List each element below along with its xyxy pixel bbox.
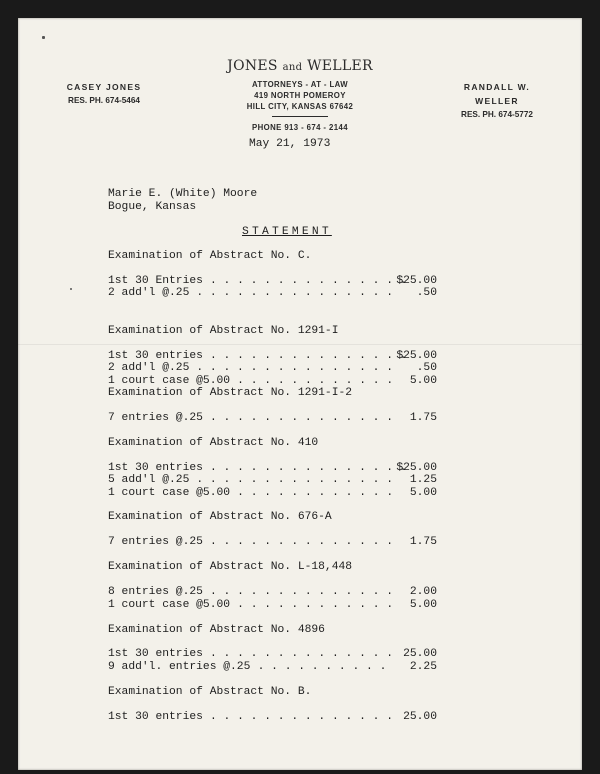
line-item-description: 1 court case @5.00 bbox=[108, 374, 231, 387]
leader-dots: . . . . . . . . . . . . . . . bbox=[203, 349, 407, 362]
abstract-heading: Examination of Abstract No. 4896 bbox=[108, 623, 325, 636]
letterhead-left bbox=[54, 80, 154, 108]
document-page bbox=[18, 18, 582, 770]
leader-dots: . . . . . . . . . . . . bbox=[230, 598, 394, 611]
line-item-amount: $25.00 bbox=[396, 274, 437, 287]
line-item-description: 1 court case @5.00 bbox=[108, 486, 231, 499]
right-attorney-phone: RES. PH. 674-5772 bbox=[461, 110, 533, 119]
line-item-description: 7 entries @.25 bbox=[108, 536, 203, 549]
line-item-description: 1st 30 entries bbox=[108, 461, 203, 474]
firm-line-3: HILL CITY, KANSAS 67642 bbox=[246, 102, 354, 111]
leader-dots: . . . . . . . . . . . . . . bbox=[203, 648, 394, 661]
line-item-amount: 5.00 bbox=[409, 374, 437, 387]
firm-name-part: WELLER bbox=[307, 58, 373, 74]
leader-dots: . . . . . . . . . . bbox=[250, 660, 387, 673]
abstract-heading: Examination of Abstract No. B. bbox=[108, 685, 312, 698]
firm-line-2: 419 NORTH POMEROY bbox=[254, 91, 346, 100]
leader-dots: . . . . . . . . . . . . . . bbox=[203, 586, 394, 599]
letterhead-rule bbox=[272, 116, 328, 117]
paper-speck bbox=[70, 288, 72, 290]
line-item-description: 2 add'l @.25 bbox=[108, 287, 190, 300]
line-item-amount: 2.25 bbox=[409, 660, 437, 673]
left-attorney-phone: RES. PH. 674-5464 bbox=[68, 96, 140, 105]
leader-dots: . . . . . . . . . . . . . . . bbox=[189, 474, 393, 487]
line-item-description: 9 add'l. entries @.25 bbox=[108, 660, 251, 673]
line-item-amount: 2.00 bbox=[409, 586, 437, 599]
line-item-description: 1st 30 entries bbox=[108, 710, 203, 723]
firm-name-part: JONES bbox=[227, 58, 278, 74]
paper-fold bbox=[18, 344, 582, 345]
recipient-place: Bogue, Kansas bbox=[108, 201, 197, 213]
letterhead-right bbox=[442, 80, 552, 122]
line-item-description: 8 entries @.25 bbox=[108, 586, 203, 599]
leader-dots: . . . . . . . . . . . . . . . bbox=[203, 461, 407, 474]
statement-heading: STATEMENT bbox=[242, 226, 332, 238]
line-item-description: 2 add'l @.25 bbox=[108, 362, 190, 375]
leader-dots: . . . . . . . . . . . . . . bbox=[203, 710, 394, 723]
leader-dots: . . . . . . . . . . . . . . bbox=[203, 411, 394, 424]
right-attorney-name: RANDALL W. WELLER bbox=[463, 82, 531, 106]
abstract-heading: Examination of Abstract No. 1291-I bbox=[108, 324, 339, 337]
leader-dots: . . . . . . . . . . . . . . . bbox=[203, 274, 407, 287]
line-item-amount: 1.25 bbox=[409, 474, 437, 487]
line-item-amount: 1.75 bbox=[409, 411, 437, 424]
line-item-amount: .50 bbox=[416, 362, 437, 375]
line-item-amount: $25.00 bbox=[396, 349, 437, 362]
recipient-name: Marie E. (White) Moore bbox=[108, 188, 258, 200]
leader-dots: . . . . . . . . . . . . . . . bbox=[189, 287, 393, 300]
line-item-amount: 5.00 bbox=[409, 598, 437, 611]
line-item-amount: 5.00 bbox=[409, 486, 437, 499]
line-item-description: 1st 30 entries bbox=[108, 648, 203, 661]
line-item-amount: $25.00 bbox=[396, 461, 437, 474]
firm-name-and: and bbox=[282, 62, 303, 73]
line-item-amount: 25.00 bbox=[403, 648, 437, 661]
line-item-amount: 1.75 bbox=[409, 536, 437, 549]
abstract-heading: Examination of Abstract No. 410 bbox=[108, 436, 319, 449]
leader-dots: . . . . . . . . . . . . bbox=[230, 374, 394, 387]
letter-date: May 21, 1973 bbox=[249, 138, 331, 150]
abstract-heading: Examination of Abstract No. 1291-I-2 bbox=[108, 386, 353, 399]
letterhead-center bbox=[200, 58, 400, 133]
abstract-heading: Examination of Abstract No. C. bbox=[108, 250, 312, 262]
line-item-description: 1st 30 Entries bbox=[108, 274, 203, 287]
paper-speck bbox=[42, 36, 45, 39]
leader-dots: . . . . . . . . . . . . . . bbox=[203, 536, 394, 549]
line-item-description: 7 entries @.25 bbox=[108, 411, 203, 424]
firm-line-1: ATTORNEYS - AT - LAW bbox=[251, 80, 349, 89]
line-item-description: 5 add'l @.25 bbox=[108, 474, 190, 487]
abstract-heading: Examination of Abstract No. L-18,448 bbox=[108, 561, 353, 574]
line-item-description: 1st 30 entries bbox=[108, 349, 203, 362]
leader-dots: . . . . . . . . . . . . bbox=[230, 486, 394, 499]
leader-dots: . . . . . . . . . . . . . . . bbox=[189, 362, 393, 375]
firm-phone: PHONE 913 - 674 - 2144 bbox=[252, 123, 348, 132]
line-item-amount: 25.00 bbox=[403, 710, 437, 723]
firm-name bbox=[200, 58, 400, 74]
left-attorney-name: CASEY JONES bbox=[66, 82, 142, 92]
line-item-description: 1 court case @5.00 bbox=[108, 598, 231, 611]
line-item-amount: .50 bbox=[416, 287, 437, 300]
abstract-heading: Examination of Abstract No. 676-A bbox=[108, 511, 332, 524]
